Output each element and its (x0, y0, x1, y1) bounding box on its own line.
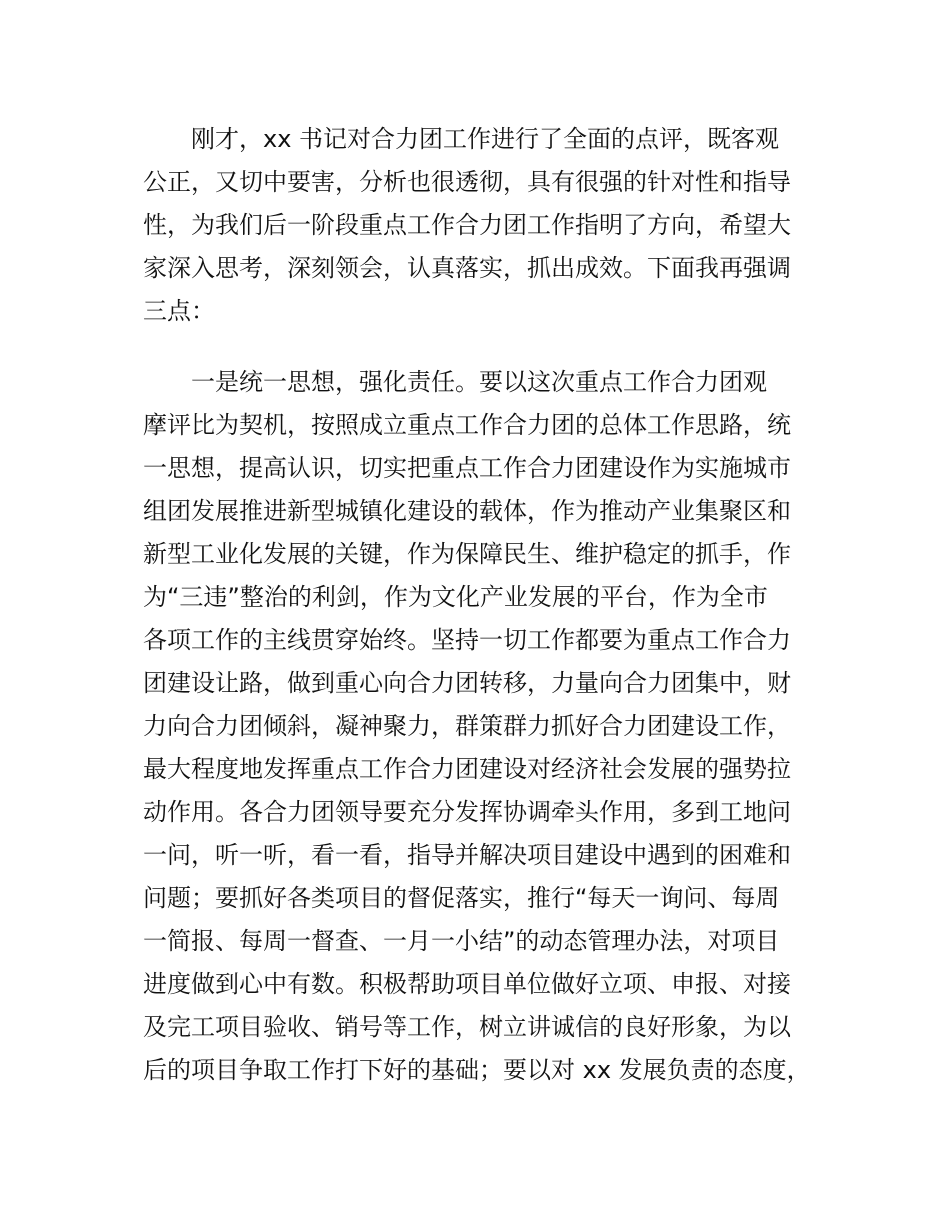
text-line: 及完工项目验收、销号等工作，树立讲诚信的良好形象，为以 (143, 1013, 791, 1041)
text-line: 进度做到心中有数。积极帮助项目单位做好立项、申报、对接 (143, 970, 791, 998)
text-line: 一简报、每周一督查、一月一小结”的动态管理办法，对项目 (143, 927, 780, 955)
text-line: 团建设让路，做到重心向合力团转移，力量向合力团集中，财 (143, 669, 791, 697)
text-line: 组团发展推进新型城镇化建设的载体，作为推动产业集聚区和 (143, 497, 791, 525)
paragraph-intro (143, 118, 823, 333)
text-line: 后的项目争取工作打下好的基础；要以对 xx 发展负责的态度， (143, 1056, 811, 1084)
text-line: 家深入思考，深刻领会，认真落实，抓出成效。下面我再强调 (143, 254, 791, 282)
text-line: 刚才，xx 书记对合力团工作进行了全面的点评，既客观 (191, 125, 780, 153)
text-line: 一思想，提高认识，切实把重点工作合力团建设作为实施城市 (143, 454, 791, 482)
text-line: 力向合力团倾斜，凝神聚力，群策群力抓好合力团建设工作， (143, 712, 791, 740)
text-line: 动作用。各合力团领导要充分发挥协调牵头作用，多到工地问 (143, 798, 791, 826)
text-line: 最大程度地发挥重点工作合力团建设对经济社会发展的强势拉 (143, 755, 791, 783)
text-line: 新型工业化发展的关键，作为保障民生、维护稳定的抓手，作 (143, 540, 791, 568)
text-line: 一问，听一听，看一看，指导并解决项目建设中遇到的困难和 (143, 841, 791, 869)
text-line: 一是统一思想，强化责任。要以这次重点工作合力团观 (191, 368, 767, 396)
text-line: 各项工作的主线贯穿始终。坚持一切工作都要为重点工作合力 (143, 626, 791, 654)
text-line: 性，为我们后一阶段重点工作合力团工作指明了方向，希望大 (143, 211, 791, 239)
text-line: 问题；要抓好各类项目的督促落实，推行“每天一询问、每周 (143, 884, 780, 912)
paragraph-point-one (143, 361, 823, 1092)
document-body (143, 118, 823, 1092)
paragraph-gap (143, 333, 823, 361)
text-line: 三点： (143, 297, 215, 325)
text-line: 公正，又切中要害，分析也很透彻，具有很强的针对性和指导 (143, 168, 791, 196)
text-line: 摩评比为契机，按照成立重点工作合力团的总体工作思路，统 (143, 411, 791, 439)
text-line: 为“三违”整治的利剑，作为文化产业发展的平台，作为全市 (143, 583, 768, 611)
